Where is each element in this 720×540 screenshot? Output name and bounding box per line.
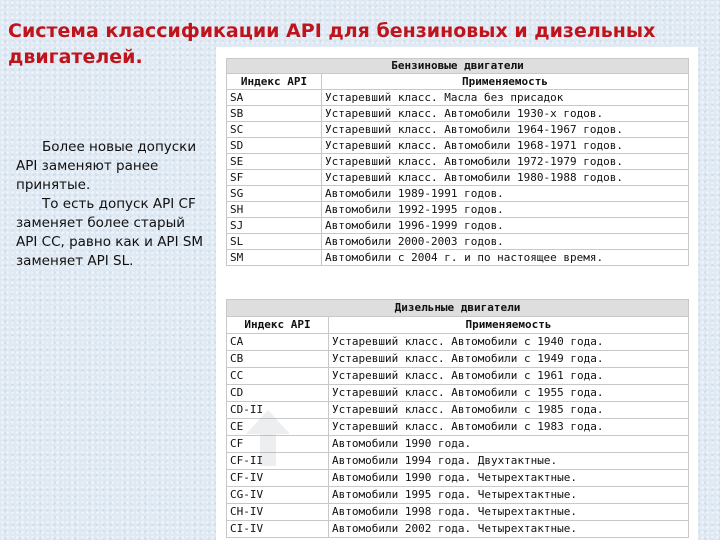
- usage-cell: Устаревший класс. Автомобили 1980-1988 годов.: [322, 170, 689, 186]
- api-index-cell: SC: [227, 122, 322, 138]
- usage-cell: Автомобили 2002 года. Четырехтактные.: [329, 521, 689, 538]
- usage-cell: Автомобили 1994 года. Двухтактные.: [329, 453, 689, 470]
- table-row: [227, 504, 689, 521]
- api-index-cell: SH: [227, 202, 322, 218]
- api-index-cell: SE: [227, 154, 322, 170]
- usage-cell: Устаревший класс. Масла без присадок: [322, 90, 689, 106]
- table-row: [227, 154, 689, 170]
- api-index-cell: SA: [227, 90, 322, 106]
- usage-cell: Устаревший класс. Автомобили с 1940 года.: [329, 334, 689, 351]
- api-index-cell: CC: [227, 368, 329, 385]
- table-row: [227, 170, 689, 186]
- petrol-engines-table: [226, 58, 689, 266]
- table-row: [227, 368, 689, 385]
- table-row: [227, 419, 689, 436]
- usage-cell: Устаревший класс. Автомобили 1968-1971 годов.: [322, 138, 689, 154]
- api-index-cell: SG: [227, 186, 322, 202]
- column-header-usage: Применяемость: [322, 74, 689, 90]
- table-row: [227, 250, 689, 266]
- table-row: [227, 234, 689, 250]
- table-row: [227, 202, 689, 218]
- table-body: [227, 334, 689, 538]
- api-index-cell: CE: [227, 419, 329, 436]
- api-index-cell: CH-IV: [227, 504, 329, 521]
- table-row: [227, 186, 689, 202]
- column-header-usage: Применяемость: [329, 317, 689, 334]
- api-index-cell: CF: [227, 436, 329, 453]
- api-index-cell: SM: [227, 250, 322, 266]
- api-index-cell: SJ: [227, 218, 322, 234]
- usage-cell: Автомобили 1996-1999 годов.: [322, 218, 689, 234]
- api-index-cell: CI-IV: [227, 521, 329, 538]
- api-index-cell: SD: [227, 138, 322, 154]
- usage-cell: Устаревший класс. Автомобили 1964-1967 годов.: [322, 122, 689, 138]
- table-row: [227, 453, 689, 470]
- usage-cell: Автомобили с 2004 г. и по настоящее время.: [322, 250, 689, 266]
- table-row: [227, 487, 689, 504]
- api-index-cell: CD-II: [227, 402, 329, 419]
- table-row: [227, 122, 689, 138]
- table-body: [227, 90, 689, 266]
- usage-cell: Автомобили 1992-1995 годов.: [322, 202, 689, 218]
- usage-cell: Устаревший класс. Автомобили 1930-х годов.: [322, 106, 689, 122]
- usage-cell: Устаревший класс. Автомобили 1972-1979 годов.: [322, 154, 689, 170]
- api-index-cell: SB: [227, 106, 322, 122]
- api-index-cell: CD: [227, 385, 329, 402]
- usage-cell: Автомобили 1990 года. Четырехтактные.: [329, 470, 689, 487]
- usage-cell: Автомобили 1995 года. Четырехтактные.: [329, 487, 689, 504]
- watermark-arrow-icon: [246, 410, 290, 466]
- slide-title: Система классификации API для бензиновых и дизельных двигателей.: [8, 20, 656, 68]
- table-row: [227, 351, 689, 368]
- table-caption: Дизельные двигатели: [227, 300, 689, 317]
- table-row: [227, 138, 689, 154]
- table-row: [227, 436, 689, 453]
- column-header-index: Индекс API: [227, 317, 329, 334]
- side-paragraph: То есть допуск API CF заменяет более старый API CC, равно как и API SM заменяет API SL.: [16, 196, 204, 269]
- side-paragraph: Более новые допуски API заменяют ранее принятые.: [16, 139, 197, 193]
- table-row: [227, 334, 689, 351]
- usage-cell: Устаревший класс. Автомобили с 1955 года.: [329, 385, 689, 402]
- usage-cell: Устаревший класс. Автомобили с 1983 года.: [329, 419, 689, 436]
- side-text: [16, 138, 206, 271]
- table-row: [227, 385, 689, 402]
- api-index-cell: SL: [227, 234, 322, 250]
- table-row: [227, 470, 689, 487]
- usage-cell: Устаревший класс. Автомобили с 1961 года.: [329, 368, 689, 385]
- table-row: [227, 521, 689, 538]
- diesel-engines-table: [226, 299, 689, 538]
- api-index-cell: CB: [227, 351, 329, 368]
- usage-cell: Автомобили 1990 года.: [329, 436, 689, 453]
- usage-cell: Устаревший класс. Автомобили с 1985 года.: [329, 402, 689, 419]
- table-row: [227, 402, 689, 419]
- api-index-cell: CF-IV: [227, 470, 329, 487]
- usage-cell: Автомобили 1989-1991 годов.: [322, 186, 689, 202]
- table-row: [227, 218, 689, 234]
- api-index-cell: SF: [227, 170, 322, 186]
- usage-cell: Устаревший класс. Автомобили с 1949 года.: [329, 351, 689, 368]
- usage-cell: Автомобили 1998 года. Четырехтактные.: [329, 504, 689, 521]
- api-index-cell: CA: [227, 334, 329, 351]
- table-caption: Бензиновые двигатели: [227, 59, 689, 74]
- table-row: [227, 90, 689, 106]
- api-index-cell: CG-IV: [227, 487, 329, 504]
- column-header-index: Индекс API: [227, 74, 322, 90]
- api-index-cell: CF-II: [227, 453, 329, 470]
- usage-cell: Автомобили 2000-2003 годов.: [322, 234, 689, 250]
- table-row: [227, 106, 689, 122]
